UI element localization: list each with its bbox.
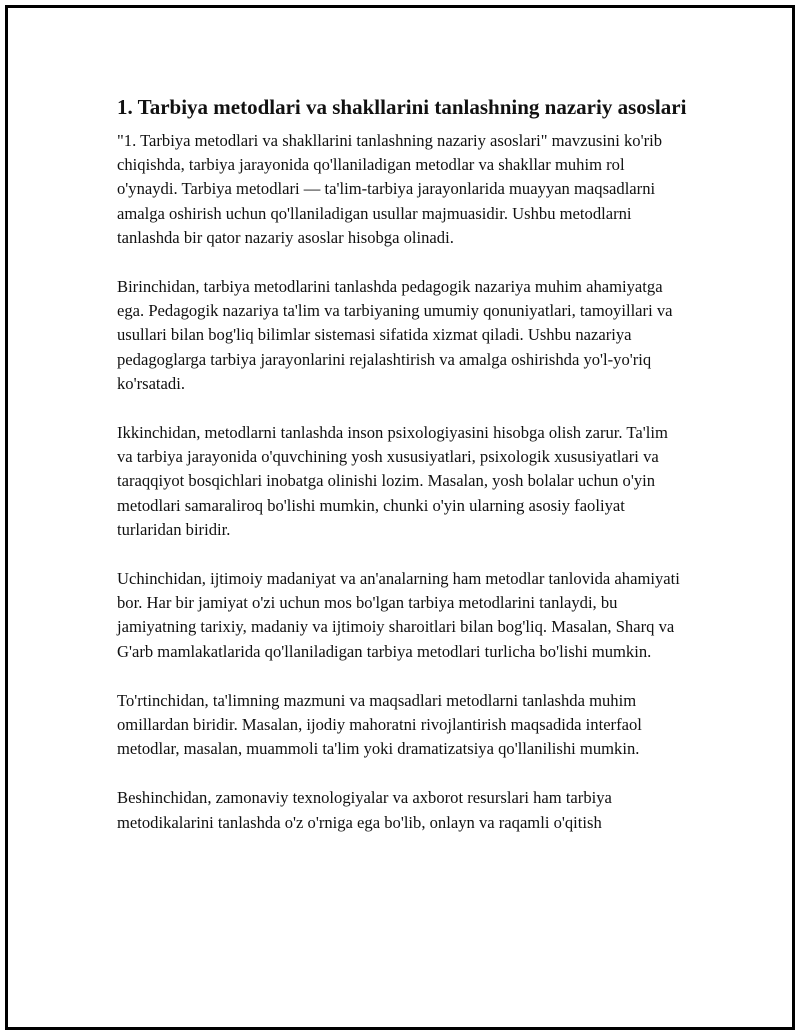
paragraph-first: Birinchidan, tarbiya metodlarini tanlashda pedagogik nazariya muhim ahamiyatga ega. Pedagogik nazariya ta'lim va tarbiyaning umumiy qonuniyatlari, tamoyillari va usullari bilan bog'liq bilimlar sistemasi sifatida xizmat qiladi. Ushbu nazariya pedagoglarga tarbiya jarayonlarini rejalashtirish va amalga oshirishda yo'l-yo'riq ko'rsatadi. bbox=[117, 277, 673, 393]
paragraph-fourth: To'rtinchidan, ta'limning mazmuni va maqsadlari metodlarni tanlashda muhim omillardan biridir. Masalan, ijodiy mahoratni rivojlantirish maqsadida interfaol metodlar, masalan, muammoli ta'lim yoki dramatizatsiya qo'llanilishi mumkin. bbox=[117, 690, 642, 759]
paragraph-fifth: Beshinchidan, zamonaviy texnologiyalar va axborot resurslari ham tarbiya metodikalarini tanlashda o'z o'rniga ega bo'lib, onlayn va raqamli o'qitish bbox=[117, 788, 612, 832]
paragraph-intro: "1. Tarbiya metodlari va shakllarini tanlashning nazariy asoslari" mavzusini ko'rib chiqishda, tarbiya jarayonida qo'llaniladigan metodlar va shakllar muhim rol o'ynaydi. Tarbiya metodlari — ta'lim-tarbiya jarayonlarida muayyan maqsadlarni amalga oshirish uchun qo'llaniladigan usullar majmuasidir. Ushbu metodlarni tanlashda bir qator nazariy asoslar hisobga olinadi. bbox=[117, 131, 663, 247]
document-body bbox=[117, 92, 687, 860]
document-heading: 1. Tarbiya metodlari va shakllarini tanlashning nazariy asoslari bbox=[117, 95, 687, 119]
paragraph-second: Ikkinchidan, metodlarni tanlashda inson psixologiyasini hisobga olish zarur. Ta'lim va tarbiya jarayonida o'quvchining yosh xususiyatlari, psixologik xususiyatlari va taraqqiyot bosqichlari inobatga olinishi lozim. Masalan, yosh bolalar uchun o'yin metodlari samaraliroq bo'lishi mumkin, chunki o'yin ularning asosiy faoliyat turlaridan biridir. bbox=[117, 423, 668, 539]
paragraph-third: Uchinchidan, ijtimoiy madaniyat va an'analarning ham metodlar tanlovida ahamiyati bor. Har bir jamiyat o'zi uchun mos bo'lgan tarbiya metodlarini tanlaydi, bu jamiyatning tarixiy, madaniy va ijtimoiy sharoitlari bilan bog'liq. Masalan, Sharq va G'arb mamlakatlarida qo'llaniladigan tarbiya metodlari turlicha bo'lishi mumkin. bbox=[117, 569, 680, 661]
